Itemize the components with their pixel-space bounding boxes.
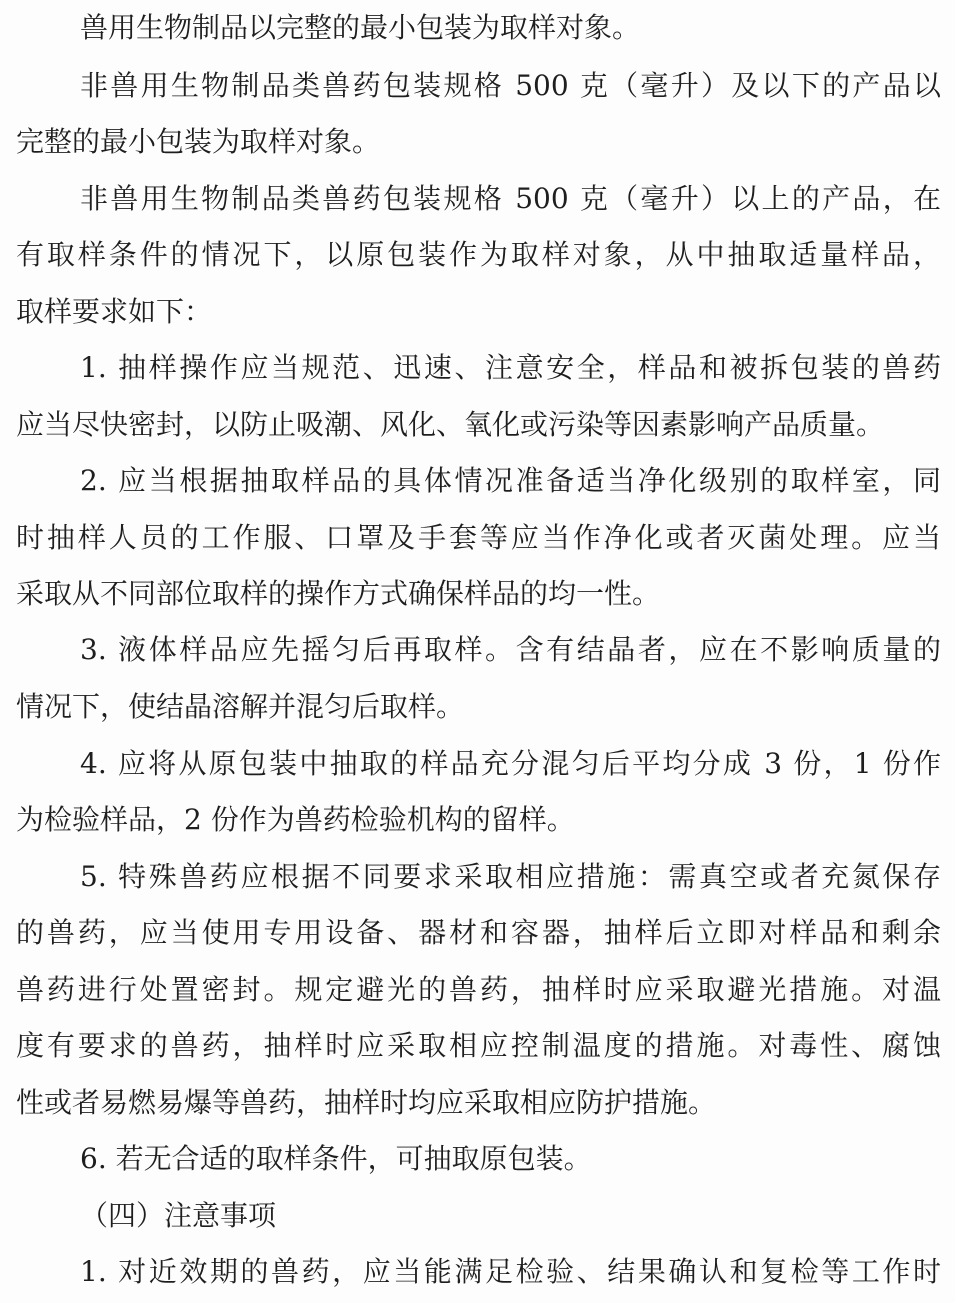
- list-item-line: 应当尽快密封，以防止吸潮、风化、氧化或污染等因素影响产品质量。: [16, 408, 885, 441]
- list-item-line: 5. 特殊兽药应根据不同要求采取相应措施：需真空或者充氮保存: [80, 860, 941, 893]
- paragraph-line: 有取样条件的情况下，以原包装作为取样对象，从中抽取适量样品，: [16, 238, 941, 271]
- paragraph-line: 完整的最小包装为取样对象。: [16, 125, 381, 158]
- section-heading: （四）注意事项: [80, 1199, 277, 1232]
- list-item-line: 4. 应将从原包装中抽取的样品充分混匀后平均分成 3 份，1 份作: [80, 747, 941, 780]
- paragraph-line: 取样要求如下：: [16, 295, 213, 328]
- paragraph-line: 非兽用生物制品类兽药包装规格 500 克（毫升）以上的产品，在: [80, 182, 941, 215]
- paragraph-line: 兽用生物制品以完整的最小包装为取样对象。: [80, 11, 641, 44]
- list-item-line: 为检验样品，2 份作为兽药检验机构的留样。: [16, 803, 575, 836]
- list-item-line: 1. 对近效期的兽药，应当能满足检验、结果确认和复检等工作时: [80, 1255, 941, 1288]
- list-item-line: 情况下，使结晶溶解并混匀后取样。: [16, 690, 465, 723]
- list-item-line: 采取从不同部位取样的操作方式确保样品的均一性。: [16, 577, 661, 610]
- list-item-line: 1. 抽样操作应当规范、迅速、注意安全，样品和被拆包装的兽药: [80, 351, 941, 384]
- list-item-line: 时抽样人员的工作服、口罩及手套等应当作净化或者灭菌处理。应当: [16, 521, 941, 554]
- list-item-line: 3. 液体样品应先摇匀后再取样。含有结晶者，应在不影响质量的: [80, 633, 941, 666]
- list-item-line: 6. 若无合适的取样条件，可抽取原包装。: [80, 1142, 592, 1175]
- paragraph-line: 非兽用生物制品类兽药包装规格 500 克（毫升）及以下的产品以: [80, 69, 941, 102]
- list-item-line: 性或者易燃易爆等兽药，抽样时均应采取相应防护措施。: [16, 1086, 717, 1119]
- list-item-line: 2. 应当根据抽取样品的具体情况准备适当净化级别的取样室，同: [80, 464, 941, 497]
- list-item-line: 的兽药，应当使用专用设备、器材和容器，抽样后立即对样品和剩余: [16, 916, 941, 949]
- list-item-line: 兽药进行处置密封。规定避光的兽药，抽样时应采取避光措施。对温: [16, 973, 941, 1006]
- list-item-line: 度有要求的兽药，抽样时应采取相应控制温度的措施。对毒性、腐蚀: [16, 1029, 941, 1062]
